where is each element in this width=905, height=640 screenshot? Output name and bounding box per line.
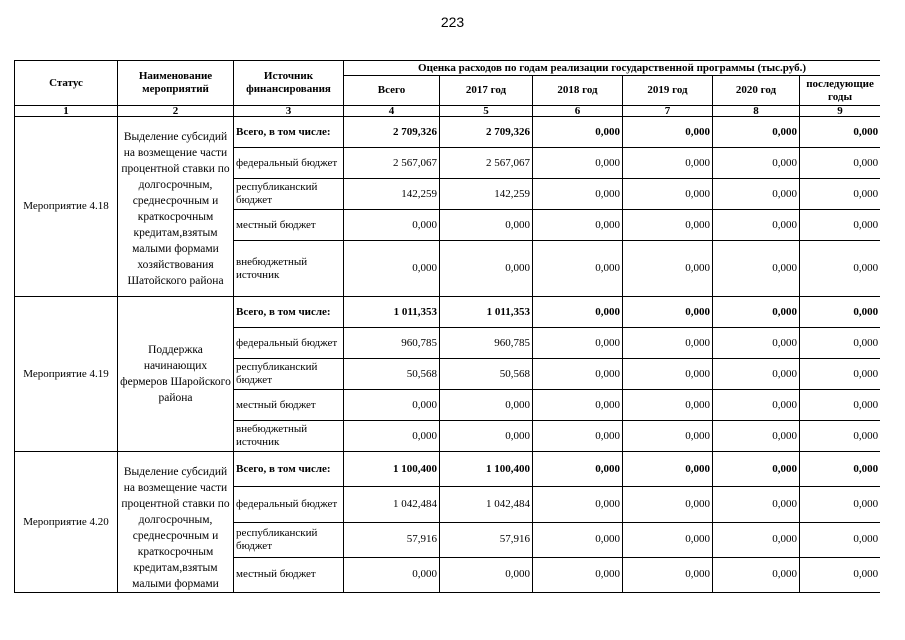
amount-cell: 0,000 [713, 241, 800, 297]
amount-cell: 1 011,353 [344, 297, 440, 328]
amount-cell: 2 709,326 [344, 117, 440, 148]
funding-source: Всего, в том числе: [234, 297, 344, 328]
amount-cell: 0,000 [623, 148, 713, 179]
amount-cell: 1 042,484 [440, 487, 533, 522]
funding-source: федеральный бюджет [234, 328, 344, 359]
amount-cell: 57,916 [440, 522, 533, 557]
table-body [15, 117, 881, 593]
amount-cell: 0,000 [800, 117, 881, 148]
funding-source: республиканский бюджет [234, 179, 344, 210]
amount-cell: 0,000 [713, 557, 800, 592]
amount-cell: 0,000 [800, 359, 881, 390]
amount-cell: 0,000 [533, 241, 623, 297]
funding-source: республиканский бюджет [234, 359, 344, 390]
funding-source: местный бюджет [234, 557, 344, 592]
amount-cell: 0,000 [800, 522, 881, 557]
measure-name: Выделение субсидий на возмещение части процентной ставки по долгосрочным, среднесрочным и краткосрочным кредитам,взятым малыми формами хозяйствования Шатойского района [118, 117, 234, 297]
header-col-2020: 2020 год [713, 76, 800, 106]
amount-cell: 0,000 [344, 390, 440, 421]
amount-cell: 0,000 [623, 421, 713, 452]
measure-name: Поддержка начинающих фермеров Шаройского района [118, 297, 234, 452]
amount-cell: 0,000 [623, 487, 713, 522]
amount-cell: 0,000 [533, 487, 623, 522]
table-container [14, 60, 880, 640]
funding-source: федеральный бюджет [234, 487, 344, 522]
amount-cell: 0,000 [800, 452, 881, 487]
amount-cell: 0,000 [344, 210, 440, 241]
col-index: 1 [15, 106, 118, 117]
col-index: 7 [623, 106, 713, 117]
measure-name: Выделение субсидий на возмещение части процентной ставки по долгосрочным, среднесрочным и краткосрочным кредитам,взятым малыми формами [118, 452, 234, 593]
amount-cell: 0,000 [344, 241, 440, 297]
amount-cell: 0,000 [713, 210, 800, 241]
funding-source: местный бюджет [234, 210, 344, 241]
funding-source: внебюджетный источник [234, 421, 344, 452]
amount-cell: 1 042,484 [344, 487, 440, 522]
amount-cell: 0,000 [800, 328, 881, 359]
amount-cell: 2 567,067 [440, 148, 533, 179]
amount-cell: 0,000 [623, 522, 713, 557]
amount-cell: 142,259 [440, 179, 533, 210]
amount-cell: 0,000 [713, 359, 800, 390]
amount-cell: 0,000 [800, 390, 881, 421]
amount-cell: 0,000 [533, 452, 623, 487]
header-col-later: последующие годы [800, 76, 881, 106]
amount-cell: 0,000 [533, 179, 623, 210]
header-expense-group: Оценка расходов по годам реализации государственной программы (тыс.руб.) [344, 61, 881, 76]
amount-cell: 0,000 [623, 241, 713, 297]
amount-cell: 0,000 [800, 421, 881, 452]
amount-cell: 0,000 [623, 359, 713, 390]
amount-cell: 0,000 [713, 297, 800, 328]
amount-cell: 0,000 [800, 179, 881, 210]
page-number: 223 [440, 14, 465, 30]
amount-cell: 1 011,353 [440, 297, 533, 328]
amount-cell: 0,000 [623, 328, 713, 359]
amount-cell: 0,000 [440, 390, 533, 421]
header-col-2017: 2017 год [440, 76, 533, 106]
amount-cell: 0,000 [713, 390, 800, 421]
header-source: Источник финансирования [234, 61, 344, 106]
header-col-2019: 2019 год [623, 76, 713, 106]
amount-cell: 0,000 [623, 557, 713, 592]
col-index: 6 [533, 106, 623, 117]
amount-cell: 0,000 [533, 210, 623, 241]
header-col-2018: 2018 год [533, 76, 623, 106]
amount-cell: 0,000 [800, 297, 881, 328]
amount-cell: 0,000 [623, 117, 713, 148]
amount-cell: 0,000 [533, 557, 623, 592]
amount-cell: 0,000 [713, 148, 800, 179]
amount-cell: 0,000 [713, 117, 800, 148]
amount-cell: 0,000 [800, 557, 881, 592]
expense-table [14, 60, 880, 593]
col-index: 8 [713, 106, 800, 117]
table-row [15, 452, 881, 487]
funding-source: Всего, в том числе: [234, 452, 344, 487]
amount-cell: 960,785 [440, 328, 533, 359]
amount-cell: 0,000 [713, 452, 800, 487]
amount-cell: 0,000 [623, 210, 713, 241]
amount-cell: 0,000 [344, 421, 440, 452]
measure-status: Мероприятие 4.18 [15, 117, 118, 297]
table-row [15, 117, 881, 148]
table-row [15, 297, 881, 328]
col-index: 3 [234, 106, 344, 117]
col-index: 2 [118, 106, 234, 117]
funding-source: федеральный бюджет [234, 148, 344, 179]
amount-cell: 0,000 [713, 328, 800, 359]
amount-cell: 0,000 [623, 297, 713, 328]
header-col-total: Всего [344, 76, 440, 106]
amount-cell: 0,000 [800, 487, 881, 522]
header-name: Наименование мероприятий [118, 61, 234, 106]
amount-cell: 0,000 [623, 452, 713, 487]
amount-cell: 0,000 [713, 487, 800, 522]
amount-cell: 0,000 [623, 179, 713, 210]
amount-cell: 0,000 [713, 522, 800, 557]
amount-cell: 0,000 [800, 241, 881, 297]
funding-source: местный бюджет [234, 390, 344, 421]
amount-cell: 0,000 [533, 390, 623, 421]
amount-cell: 0,000 [713, 421, 800, 452]
measure-status: Мероприятие 4.19 [15, 297, 118, 452]
header-status: Статус [15, 61, 118, 106]
col-index: 5 [440, 106, 533, 117]
amount-cell: 0,000 [344, 557, 440, 592]
amount-cell: 57,916 [344, 522, 440, 557]
amount-cell: 0,000 [623, 390, 713, 421]
amount-cell: 1 100,400 [440, 452, 533, 487]
column-index-row [15, 106, 881, 117]
amount-cell: 0,000 [440, 557, 533, 592]
amount-cell: 0,000 [533, 522, 623, 557]
funding-source: Всего, в том числе: [234, 117, 344, 148]
measure-status: Мероприятие 4.20 [15, 452, 118, 593]
amount-cell: 1 100,400 [344, 452, 440, 487]
funding-source: республиканский бюджет [234, 522, 344, 557]
amount-cell: 0,000 [533, 148, 623, 179]
amount-cell: 960,785 [344, 328, 440, 359]
amount-cell: 0,000 [533, 328, 623, 359]
amount-cell: 0,000 [713, 179, 800, 210]
amount-cell: 0,000 [800, 148, 881, 179]
amount-cell: 2 709,326 [440, 117, 533, 148]
col-index: 9 [800, 106, 881, 117]
amount-cell: 50,568 [440, 359, 533, 390]
funding-source: внебюджетный источник [234, 241, 344, 297]
amount-cell: 0,000 [440, 241, 533, 297]
amount-cell: 0,000 [440, 210, 533, 241]
amount-cell: 0,000 [440, 421, 533, 452]
amount-cell: 0,000 [533, 421, 623, 452]
amount-cell: 0,000 [800, 210, 881, 241]
amount-cell: 2 567,067 [344, 148, 440, 179]
amount-cell: 50,568 [344, 359, 440, 390]
col-index: 4 [344, 106, 440, 117]
amount-cell: 0,000 [533, 359, 623, 390]
amount-cell: 0,000 [533, 297, 623, 328]
amount-cell: 0,000 [533, 117, 623, 148]
amount-cell: 142,259 [344, 179, 440, 210]
